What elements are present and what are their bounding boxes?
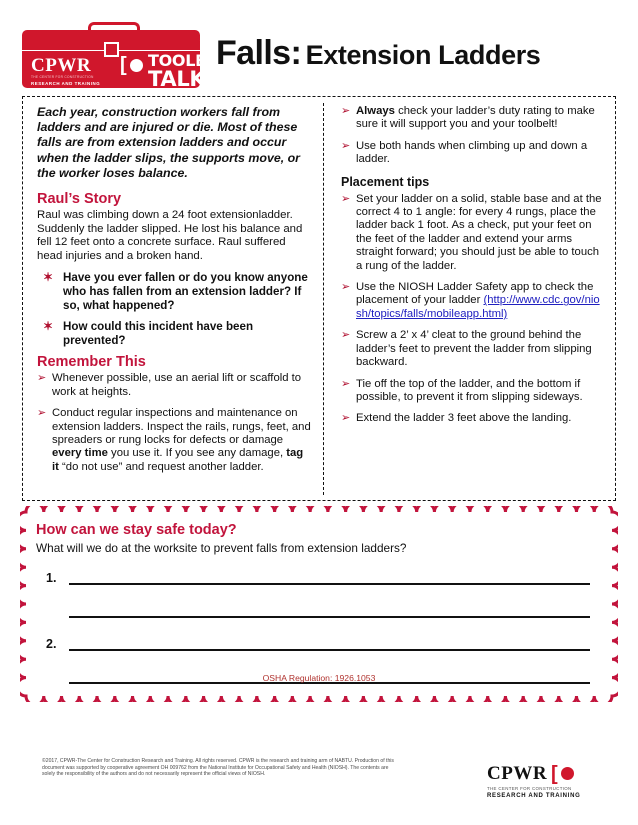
list-item: [341, 378, 605, 405]
list-item: [341, 193, 605, 273]
list-item-text: Screw a 2’ x 4’ cleat to the ground behind the ladder’s feet to prevent the ladder from slipping backward.: [356, 329, 592, 369]
discussion-questions-list: [37, 271, 311, 347]
stay-safe-box: [20, 506, 618, 702]
story-heading: Raul’s Story: [37, 191, 122, 208]
list-item-text: “do not use” and request another ladder.: [58, 460, 264, 473]
arrow-bullet-icon: ➢: [341, 281, 351, 294]
toolbox-body-icon: [22, 30, 232, 91]
toolbox-word: TOOLBOX: [148, 51, 232, 70]
list-item-text: Whenever possible, use an aerial lift or scaffold to work at heights.: [52, 372, 302, 398]
list-item-text: Use the NIOSH Ladder Safety app to check the placement of your ladder: [356, 281, 594, 307]
list-item: [37, 407, 311, 474]
list-item-text: Have you ever fallen or do you know anyone who has fallen from an extension ladder? If so, what happened?: [63, 271, 308, 312]
osha-regulation-text: OSHA Regulation: 1926.1053: [262, 673, 376, 683]
answer-number-2: 2.: [46, 637, 57, 651]
answer-number-1: 1.: [46, 571, 57, 585]
list-item: [341, 329, 605, 369]
arrow-bullet-icon: ➢: [37, 372, 47, 385]
list-item: [37, 320, 311, 348]
niosh-app-link[interactable]: (http://www.cdc.gov/niosh/topics/falls/mobileapp.html): [356, 294, 600, 320]
story-text: Raul was climbing down a 24 foot extensionladder. Suddenly the ladder slipped. He lost his balance and fell 12 feet onto a concrete surface. Raul suffered head injuries and a broken hand.: [37, 209, 303, 262]
list-item: [341, 140, 605, 167]
answer-write-line[interactable]: [69, 616, 590, 618]
cpwr-tagline-line1: THE CENTER FOR CONSTRUCTION: [31, 75, 94, 79]
footer-circle-mark-icon: [561, 767, 574, 780]
remember-heading: Remember This: [37, 354, 146, 371]
stay-safe-question: What will we do at the worksite to prevent falls from extension ladders?: [36, 541, 407, 555]
answer-write-line[interactable]: [69, 649, 590, 651]
footer-cpwr-logo: [487, 764, 612, 806]
stay-safe-content: [36, 522, 602, 686]
content-panel: [22, 96, 616, 501]
arrow-bullet-icon: ➢: [37, 407, 47, 420]
stay-safe-heading: How can we stay safe today?: [36, 522, 237, 538]
list-item-text: Conduct regular inspections and maintenance on extension ladders. Inspect the rails, rungs, feet, and spreaders or rung locks for defects or damage: [52, 407, 311, 446]
arrow-bullet-icon: ➢: [341, 377, 351, 390]
page-header: [0, 0, 638, 96]
arrow-bullet-icon: ➢: [341, 412, 351, 425]
toolbox-latch-icon: [104, 42, 119, 57]
footer-brand-text: CPWR: [487, 763, 548, 784]
list-item: [341, 105, 605, 132]
footer-tagline-line2: RESEARCH AND TRAINING: [487, 793, 581, 799]
left-column: [33, 97, 315, 482]
circle-mark-icon: [130, 59, 143, 72]
question-bullet-icon: ✶: [43, 270, 54, 285]
talk-word: TALK: [148, 67, 206, 91]
cpwr-tagline-line2: RESEARCH AND TRAINING: [31, 81, 101, 86]
placement-tips-heading: Placement tips: [341, 174, 430, 189]
list-item-text: Use both hands when climbing up and down a ladder.: [356, 139, 588, 166]
list-item: [37, 372, 311, 399]
intro-paragraph: Each year, construction workers fall from ladders and are injured or die. Most of these falls are from extension ladders and occur when the ladder slips, the supports move, or the worker loses balance.: [37, 105, 301, 180]
page-title-main: Falls:: [216, 34, 302, 72]
emphasis-text: tag it: [52, 447, 304, 473]
emphasis-text: every time: [52, 447, 108, 460]
list-item: [37, 271, 311, 312]
answer-row-1b[interactable]: [36, 602, 602, 635]
answer-row-1[interactable]: [36, 569, 602, 602]
arrow-bullet-icon: ➢: [341, 139, 351, 152]
question-bullet-icon: ✶: [43, 318, 54, 333]
remember-list: [37, 372, 311, 474]
emphasis-text: Always: [356, 105, 395, 117]
answer-row-2[interactable]: [36, 635, 602, 668]
bracket-icon: [: [120, 54, 127, 76]
list-item: [341, 412, 605, 425]
footer-tagline-line1: THE CENTER FOR CONSTRUCTION: [487, 786, 572, 791]
cpwr-wordmark: [31, 56, 119, 87]
copyright-text: ©2017, CPWR-The Center for Construction Research and Training. All rights reserved. CPWR is the research and training arm of NABTU. Production of this document was supported by cooperative agreement OH 009762 from the National Institute for Occupational Safety and Health (NIOSH). The contents are solely the responsibility of the authors and do not necessarily represent the official views of NIOSH.: [42, 758, 394, 778]
list-item-text: Extend the ladder 3 feet above the landing.: [356, 412, 572, 425]
cpwr-brand-text: CPWR: [31, 55, 92, 76]
right-column: [335, 97, 609, 434]
arrow-bullet-icon: ➢: [341, 329, 351, 342]
list-item-text: How could this incident have been prevented?: [63, 319, 254, 347]
list-item-text: Set your ladder on a solid, stable base and at the correct 4 to 1 angle: for every 4 rungs, place the ladder back 1 foot. As a check, put your feet on the feet of the ladder and extend your arms straight forward; you should just be able to touch a rung of the ladder.: [356, 192, 602, 272]
column-divider: [323, 103, 324, 495]
arrow-bullet-icon: ➢: [341, 192, 351, 205]
page-title-sub: Extension Ladders: [305, 40, 541, 70]
arrow-bullet-icon: ➢: [341, 105, 351, 117]
footer-bracket-icon: [: [551, 763, 558, 785]
answer-write-line[interactable]: [69, 583, 590, 585]
page-title: [216, 34, 540, 73]
placement-tips-list: [341, 193, 605, 426]
list-item-text: you use it. If you see any damage,: [107, 447, 287, 460]
list-item-text: check your ladder’s duty rating to make sure it will support you and your toolbelt!: [356, 105, 595, 131]
list-item: [341, 281, 605, 321]
cpwr-toolbox-talk-logo: [22, 22, 232, 91]
general-tips-list: [341, 105, 605, 167]
list-item-text: Tie off the top of the ladder, and the bottom if possible, to prevent it from slipping sideways.: [356, 377, 583, 403]
